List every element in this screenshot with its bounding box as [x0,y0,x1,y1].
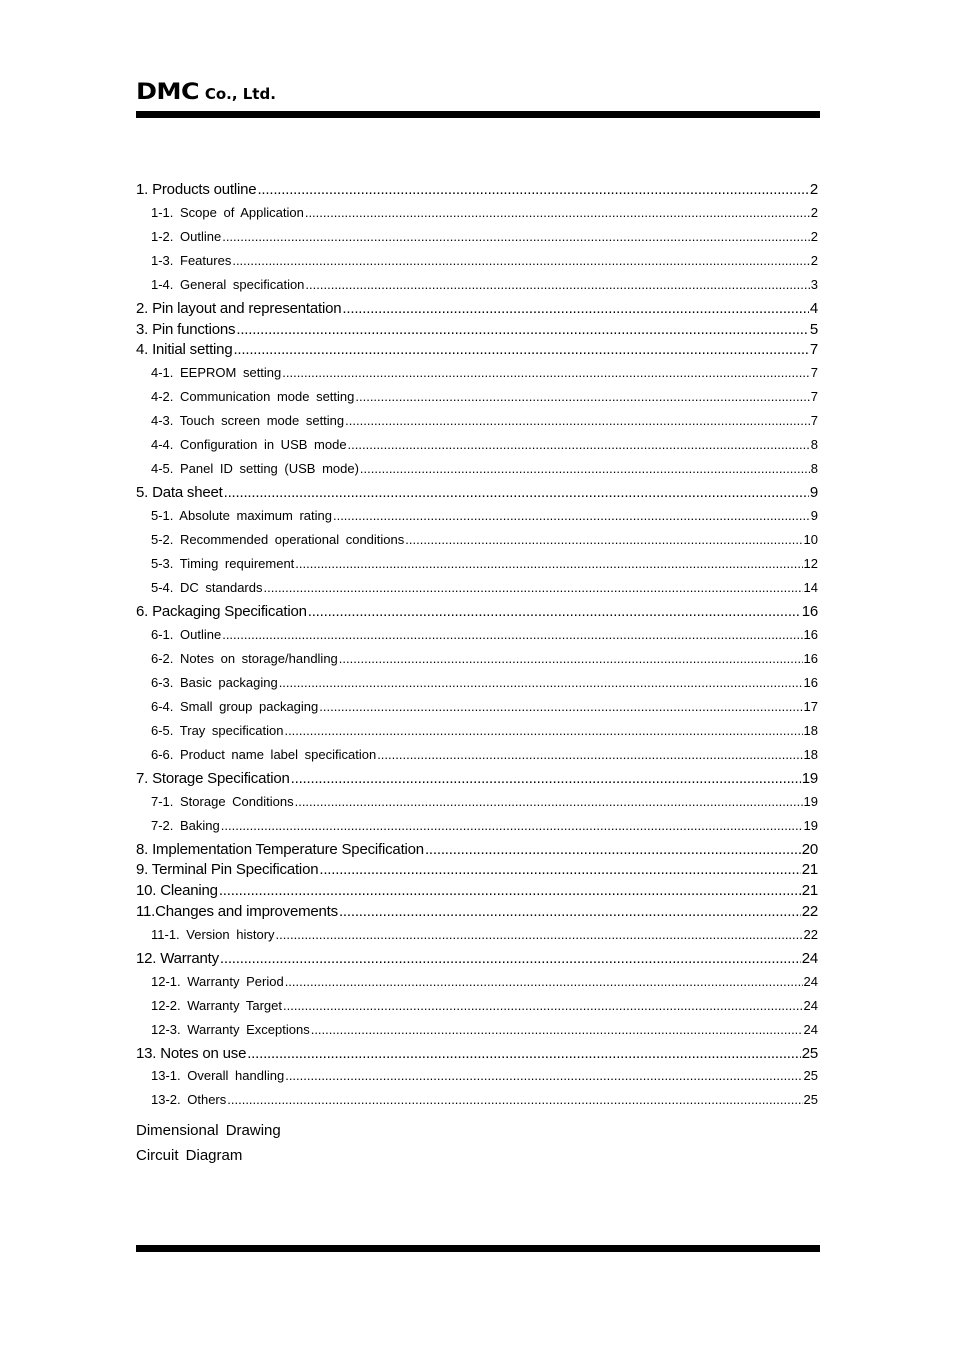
toc-subsection-entry[interactable] [136,647,818,671]
toc-entry-page: 19 [803,793,818,809]
dot-leader [233,340,808,361]
dot-leader [311,1018,803,1042]
dot-leader [222,225,810,249]
toc-entry-page: 8 [810,437,818,453]
toc-section-entry[interactable] [136,769,818,790]
toc-subsection-entry[interactable] [136,576,818,600]
dot-leader [405,528,802,552]
toc-subsection-entry[interactable] [136,1088,818,1112]
company-logo [136,80,276,108]
toc-section-entry[interactable] [136,320,818,341]
appendix-list [136,1118,281,1168]
table-of-contents [136,180,818,1112]
toc-entry-title: 5-4. DC standards [151,579,263,595]
dot-leader [220,949,801,970]
toc-subsection-entry[interactable] [136,361,818,385]
toc-entry-title: 6-5. Tray specification [151,722,284,738]
toc-section-entry[interactable] [136,602,818,623]
dot-leader [305,201,810,225]
toc-entry-title: 4-4. Configuration in USB mode [151,437,347,453]
toc-subsection-entry[interactable] [136,743,818,767]
toc-entry-title: 1-4. General specification [151,276,305,292]
toc-subsection-entry[interactable] [136,671,818,695]
toc-entry-page: 19 [803,817,818,833]
toc-subsection-entry[interactable] [136,249,818,273]
toc-entry-page: 9 [810,507,818,523]
toc-entry-page: 14 [803,579,818,595]
toc-subsection-entry[interactable] [136,695,818,719]
company-logo-sub: Co., Ltd. [204,85,276,103]
toc-entry-page: 24 [801,949,818,967]
toc-entry-title: 6-6. Product name label specification [151,746,377,762]
toc-entry-title: 7. Storage Specification [136,769,290,787]
dot-leader [305,273,809,297]
toc-entry-title: 6. Packaging Specification [136,602,307,620]
dot-leader [345,409,810,433]
appendix-entry[interactable]: Dimensional Drawing [136,1122,281,1139]
toc-entry-title: 11-1. Version history [151,926,275,942]
toc-subsection-entry[interactable] [136,1018,818,1042]
toc-subsection-entry[interactable] [136,814,818,838]
toc-section-entry[interactable] [136,881,818,902]
dot-leader [348,433,810,457]
toc-entry-title: 1-2. Outline [151,228,222,244]
toc-entry-title: 4-3. Touch screen mode setting [151,413,345,429]
toc-entry-page: 8 [810,461,818,477]
toc-section-entry[interactable] [136,299,818,320]
dot-leader [284,719,802,743]
toc-entry-page: 17 [803,698,818,714]
toc-subsection-entry[interactable] [136,433,818,457]
dot-leader [425,840,801,861]
toc-entry-page: 2 [810,204,818,220]
toc-entry-page: 22 [801,902,818,920]
toc-subsection-entry[interactable] [136,409,818,433]
toc-section-entry[interactable] [136,840,818,861]
dot-leader [355,385,809,409]
dot-leader [224,483,809,504]
toc-entry-page: 2 [809,181,818,198]
toc-entry-title: 7-1. Storage Conditions [151,793,294,809]
toc-entry-title: 7-2. Baking [151,817,220,833]
toc-subsection-entry[interactable] [136,201,818,225]
toc-subsection-entry[interactable] [136,457,818,481]
toc-subsection-entry[interactable] [136,273,818,297]
dot-leader [222,623,802,647]
toc-entry-page: 22 [803,926,818,942]
dot-leader [295,790,803,814]
toc-entry-title: 12. Warranty [136,949,219,967]
dot-leader [283,994,803,1018]
dot-leader [264,576,803,600]
toc-entry-title: 9. Terminal Pin Specification [136,861,319,879]
header-rule [136,111,820,118]
toc-entry-title: 11.Changes and improvements [136,902,338,920]
toc-entry-title: 5-2. Recommended operational conditions [151,531,405,547]
toc-section-entry[interactable] [136,1044,818,1065]
dot-leader [339,902,801,923]
toc-entry-page: 25 [803,1092,818,1108]
toc-entry-title: 6-2. Notes on storage/handling [151,650,338,666]
dot-leader [236,320,808,341]
toc-entry-page: 20 [801,840,818,858]
toc-entry-title: 4-5. Panel ID setting (USB mode) [151,461,359,477]
dot-leader [227,1088,802,1112]
toc-entry-title: 12-1. Warranty Period [151,973,284,989]
toc-entry-page: 3 [810,276,818,292]
toc-section-entry[interactable] [136,860,818,881]
toc-entry-page: 7 [810,413,818,429]
toc-subsection-entry[interactable] [136,970,818,994]
toc-entry-title: 5-1. Absolute maximum rating [151,507,332,523]
toc-entry-page: 24 [803,973,818,989]
dot-leader [276,923,803,947]
dot-leader [360,457,810,481]
toc-entry-page: 18 [803,746,818,762]
dot-leader [377,743,802,767]
toc-subsection-entry[interactable] [136,923,818,947]
dot-leader [339,647,803,671]
dot-leader [319,695,802,719]
toc-section-entry[interactable] [136,340,818,361]
dot-leader [308,602,801,623]
dot-leader [282,361,809,385]
toc-section-entry[interactable] [136,483,818,504]
toc-entry-page: 24 [803,997,818,1013]
dot-leader [232,249,809,273]
toc-entry-page: 10 [803,531,818,547]
toc-entry-page: 7 [810,365,818,381]
toc-subsection-entry[interactable] [136,790,818,814]
toc-entry-page: 2 [810,252,818,268]
toc-entry-page: 24 [803,1021,818,1037]
toc-entry-title: 1-1. Scope of Application [151,204,304,220]
toc-subsection-entry[interactable] [136,385,818,409]
toc-entry-title: 1-3. Features [151,252,232,268]
toc-entry-title: 6-4. Small group packaging [151,698,319,714]
dot-leader [221,814,803,838]
toc-entry-page: 16 [803,626,818,642]
toc-entry-page: 2 [810,228,818,244]
company-logo-main: DMC [136,80,200,105]
toc-entry-title: 4-1. EEPROM setting [151,365,282,381]
toc-section-entry[interactable] [136,902,818,923]
dot-leader [291,769,801,790]
toc-subsection-entry[interactable] [136,528,818,552]
toc-entry-title: 3. Pin functions [136,320,236,338]
dot-leader [295,552,802,576]
toc-entry-title: 12-3. Warranty Exceptions [151,1021,310,1037]
toc-entry-page: 16 [803,674,818,690]
toc-entry-page: 16 [803,650,818,666]
toc-section-entry[interactable] [136,180,818,201]
toc-subsection-entry[interactable] [136,225,818,249]
toc-entry-page: 9 [809,484,818,502]
toc-entry-page: 16 [801,602,818,620]
toc-subsection-entry[interactable] [136,623,818,647]
toc-entry-page: 4 [809,299,818,317]
toc-entry-title: 5-3. Timing requirement [151,555,295,571]
toc-entry-page: 7 [810,389,818,405]
toc-entry-title: 6-3. Basic packaging [151,674,278,690]
dot-leader [257,180,808,201]
toc-subsection-entry[interactable] [136,719,818,743]
toc-subsection-entry[interactable] [136,1064,818,1088]
toc-entry-title: 8. Implementation Temperature Specification [136,840,424,858]
toc-entry-page: 12 [803,555,818,571]
dot-leader [319,860,800,881]
toc-entry-title: 4-2. Communication mode setting [151,389,355,405]
toc-subsection-entry[interactable] [136,504,818,528]
dot-leader [342,299,808,320]
dot-leader [279,671,803,695]
toc-entry-page: 5 [809,320,818,338]
appendix-entry[interactable]: Circuit Diagram [136,1147,243,1164]
dot-leader [285,970,803,994]
toc-entry-title: 13-2. Others [151,1092,227,1108]
toc-entry-title: 12-2. Warranty Target [151,997,282,1013]
toc-entry-page: 19 [801,769,818,787]
toc-entry-page: 25 [803,1068,818,1084]
dot-leader [247,1044,800,1065]
toc-entry-title: 6-1. Outline [151,626,222,642]
footer-rule [136,1245,820,1252]
toc-entry-title: 4. Initial setting [136,341,233,359]
dot-leader [285,1064,802,1088]
toc-entry-page: 21 [801,882,818,900]
toc-entry-page: 18 [803,722,818,738]
toc-entry-page: 21 [801,861,818,879]
toc-entry-title: 13-1. Overall handling [151,1068,285,1084]
toc-subsection-entry[interactable] [136,552,818,576]
toc-entry-title: 10. Cleaning [136,882,218,900]
toc-section-entry[interactable] [136,949,818,970]
dot-leader [333,504,810,528]
toc-entry-title: 1. Products outline [136,181,257,198]
toc-entry-title: 5. Data sheet [136,484,223,502]
dot-leader [219,881,801,902]
toc-entry-title: 13. Notes on use [136,1044,247,1062]
toc-entry-title: 2. Pin layout and representation [136,299,342,317]
toc-entry-page: 25 [801,1044,818,1062]
toc-entry-page: 7 [809,341,818,359]
toc-subsection-entry[interactable] [136,994,818,1018]
